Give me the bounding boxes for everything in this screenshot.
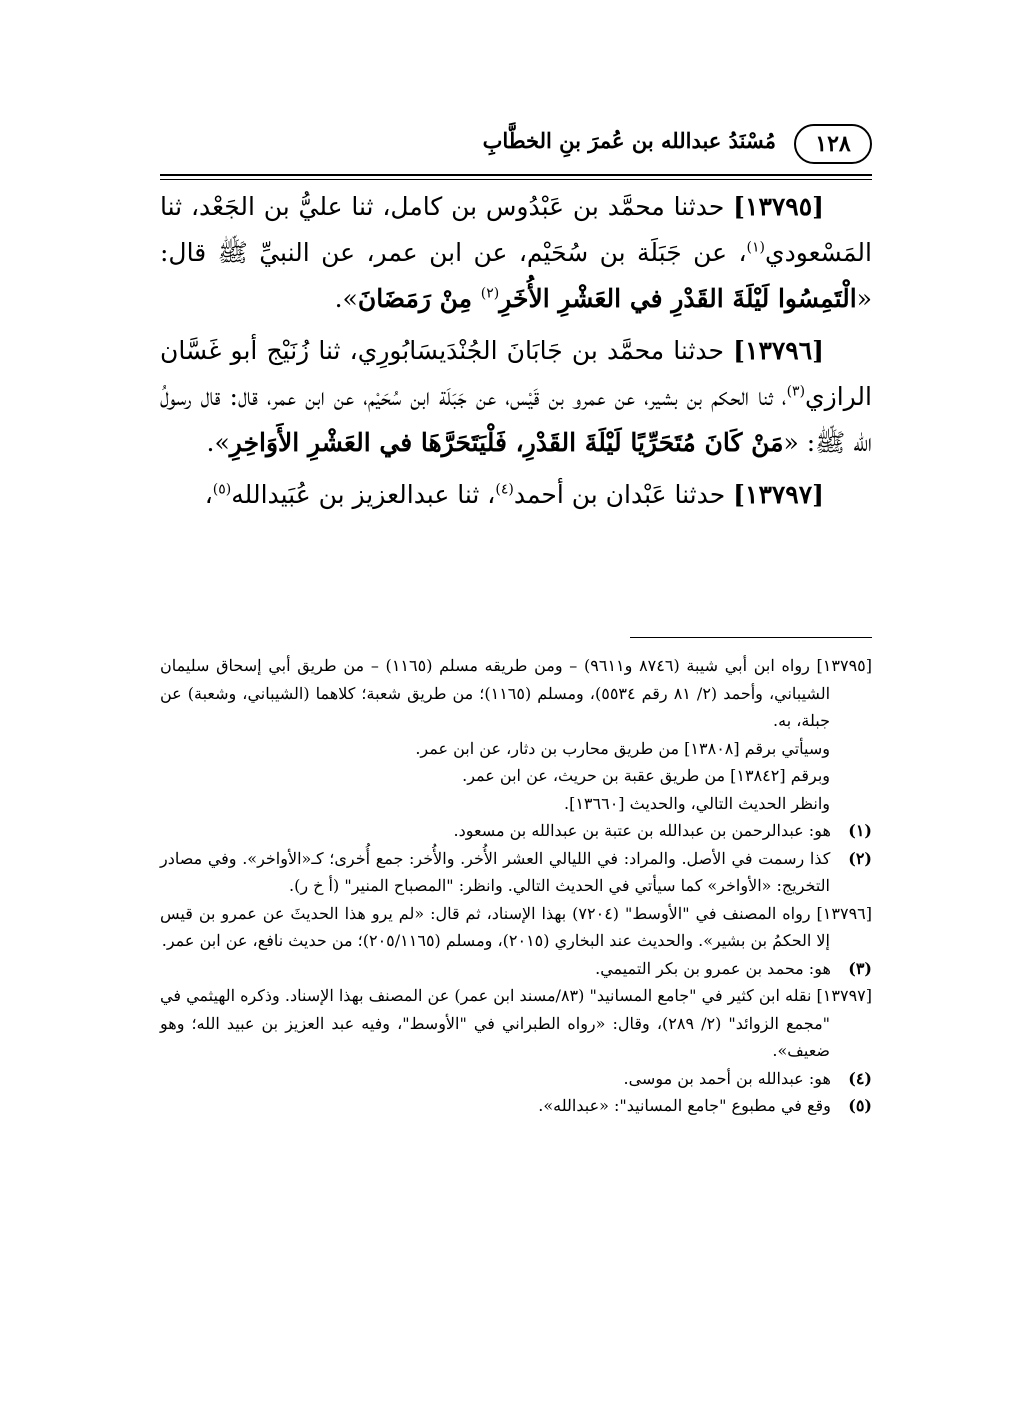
matn-text: الْتَمِسُوا لَيْلَةَ القَدْرِ في العَشْرِ الأُخَرِ <box>499 284 857 313</box>
footnote-ref: (١) <box>746 239 765 256</box>
footnote-ref: (٣) <box>786 383 806 400</box>
takhrij-continuation <box>160 790 872 818</box>
footnote-number: (٣) <box>848 958 872 978</box>
footnote-number: (٢) <box>848 848 872 868</box>
footnote-text: وقع في مطبوع "جامع المسانيد": «عبدالله». <box>538 1096 831 1115</box>
footnotes <box>160 652 872 1120</box>
footnote-text: [١٣٧٩٦] رواه المصنف في "الأوسط" (٧٢٠٤) بهذا الإسناد، ثم قال: «لم يرو هذا الحديثَ عن عمرو بن قيس إلا الحكمُ بن بشير». والحديث عند البخاري (٢٠١٥)، ومسلم (٢٠٥/١١٦٥)؛ من حديث نافع، عن ابن عمر. <box>160 903 873 950</box>
footnote-ref: (٢) <box>480 285 500 302</box>
footnote-text: [١٣٧٩٧] نقله ابن كثير في "جامع المسانيد" (٨٣/مسند ابن عمر) عن المصنف بهذا الإسناد. وذكره الهيثمي في "مجمع الزوائد" (٢/ ٢٨٩)، وقال: «رواه الطبراني في "الأوسط"، وفيه عبد العزيز بن عبيد الله؛ وهو ضعيف». <box>160 986 873 1060</box>
takhrij-continuation <box>160 762 872 790</box>
takhrij-continuation <box>160 735 872 763</box>
footnote-text: وبرقم [١٣٨٤٢] من طريق عقبة بن حريث، عن ابن عمر. <box>462 766 830 785</box>
footnote-rule <box>630 637 872 638</box>
footnote-item <box>160 817 872 845</box>
hadith-number: [١٣٧٩٦] <box>733 336 824 365</box>
footnote-number: (١) <box>848 821 872 840</box>
footnote-item <box>160 955 872 983</box>
matn-text: مَنْ كَانَ مُتَحَرِّيًا لَيْلَةَ القَدْرِ، فَلْيَتَحَرَّهَا في العَشْرِ الأَوَاخِرِ <box>229 428 784 457</box>
isnad-text: حدثنا محمَّد بن عَبْدُوس بن كامل، ثنا عليُّ بن الجَعْد، ثنا المَسْعودي <box>160 192 872 267</box>
footnote-ref: (٥) <box>212 481 232 498</box>
isnad-text: ، ثنا الحكم بن بشير، عن عمرو بن قَيْس، عن جَبَلَة ابن سُحَيْم، عن ابن عمر، قال: قال رسولُ الله ﷺ: « <box>160 382 872 457</box>
isnad-text: حدثنا محمَّد بن جَابَانَ الجُنْدَيسَابُورِي، ثنا زُنَيْج أبو غَسَّان الرازي <box>160 336 872 411</box>
footnote-text: وانظر الحديث التالي، والحديث [١٣٦٦٠]. <box>563 793 830 813</box>
isnad-text: ، ثنا عبدالعزيز بن عُبَيدالله <box>231 480 496 509</box>
isnad-text: ، عن جَبَلَة بن سُحَيْم، عن ابن عمر، عن النبيِّ ﷺ قال: « <box>160 238 872 313</box>
isnad-text: ، <box>204 480 213 509</box>
footnote-text: هو: محمد بن عمرو بن بكر التميمي. <box>595 958 831 978</box>
footnote-item <box>160 1092 872 1120</box>
takhrij-note <box>160 900 872 955</box>
footnote-text: كذا رسمت في الأصل. والمراد: في الليالي العشر الأُخر. والأُخر: جمع أُخرى؛ كـ«الأواخر». وفي مصادر التخريج: «الأواخر» كما سيأتي في الحديث التالي. وانظر: "المصباح المنير" (أ خ ر). <box>160 848 831 895</box>
footnote-text: وسيأتي برقم [١٣٨٠٨] من طريق محارب بن دثار، عن ابن عمر. <box>415 738 830 758</box>
footnote-text: [١٣٧٩٥] رواه ابن أبي شيبة (٨٧٤٦ و٩٦١١) – ومن طريقه مسلم (١١٦٥) – من طريق أبي إسحاق سليمان الشيباني، وأحمد (٢/ ٨١ رقم ٥٥٣٤)، ومسلم (١١٦٥)؛ من طريق شعبة؛ كلاهما (الشيباني، وشعبة) عن جبلة، به. <box>160 656 873 730</box>
page-header <box>160 118 872 170</box>
hadith-number: [١٣٧٩٧] <box>733 480 824 509</box>
hadith-13796 <box>160 328 872 466</box>
main-text <box>160 184 872 524</box>
hadith-13797 <box>160 472 872 518</box>
quote-end: ». <box>334 284 358 313</box>
quote-end: ». <box>206 428 230 457</box>
footnote-item <box>160 845 872 900</box>
footnote-ref: (٤) <box>495 481 514 498</box>
hadith-number: [١٣٧٩٥] <box>733 192 824 221</box>
hadith-13795 <box>160 184 872 322</box>
footnote-number: (٥) <box>848 1096 872 1115</box>
footnote-text: هو: عبدالرحمن بن عبدالله بن عتبة بن عبدالله بن مسعود. <box>453 821 831 840</box>
matn-text: مِنْ رَمَضَانَ <box>357 284 481 313</box>
running-title: مُسْنَدُ عبدالله بن عُمرَ بنِ الخطَّابِ <box>482 128 776 153</box>
takhrij-note <box>160 652 872 735</box>
header-rule <box>160 174 872 180</box>
footnote-text: هو: عبدالله بن أحمد بن موسى. <box>623 1068 831 1088</box>
isnad-text: حدثنا عَبْدان بن أحمد <box>513 480 726 509</box>
footnote-item <box>160 1065 872 1093</box>
takhrij-note <box>160 982 872 1065</box>
page-number-badge: ١٢٨ <box>794 124 872 164</box>
footnote-number: (٤) <box>848 1068 872 1088</box>
